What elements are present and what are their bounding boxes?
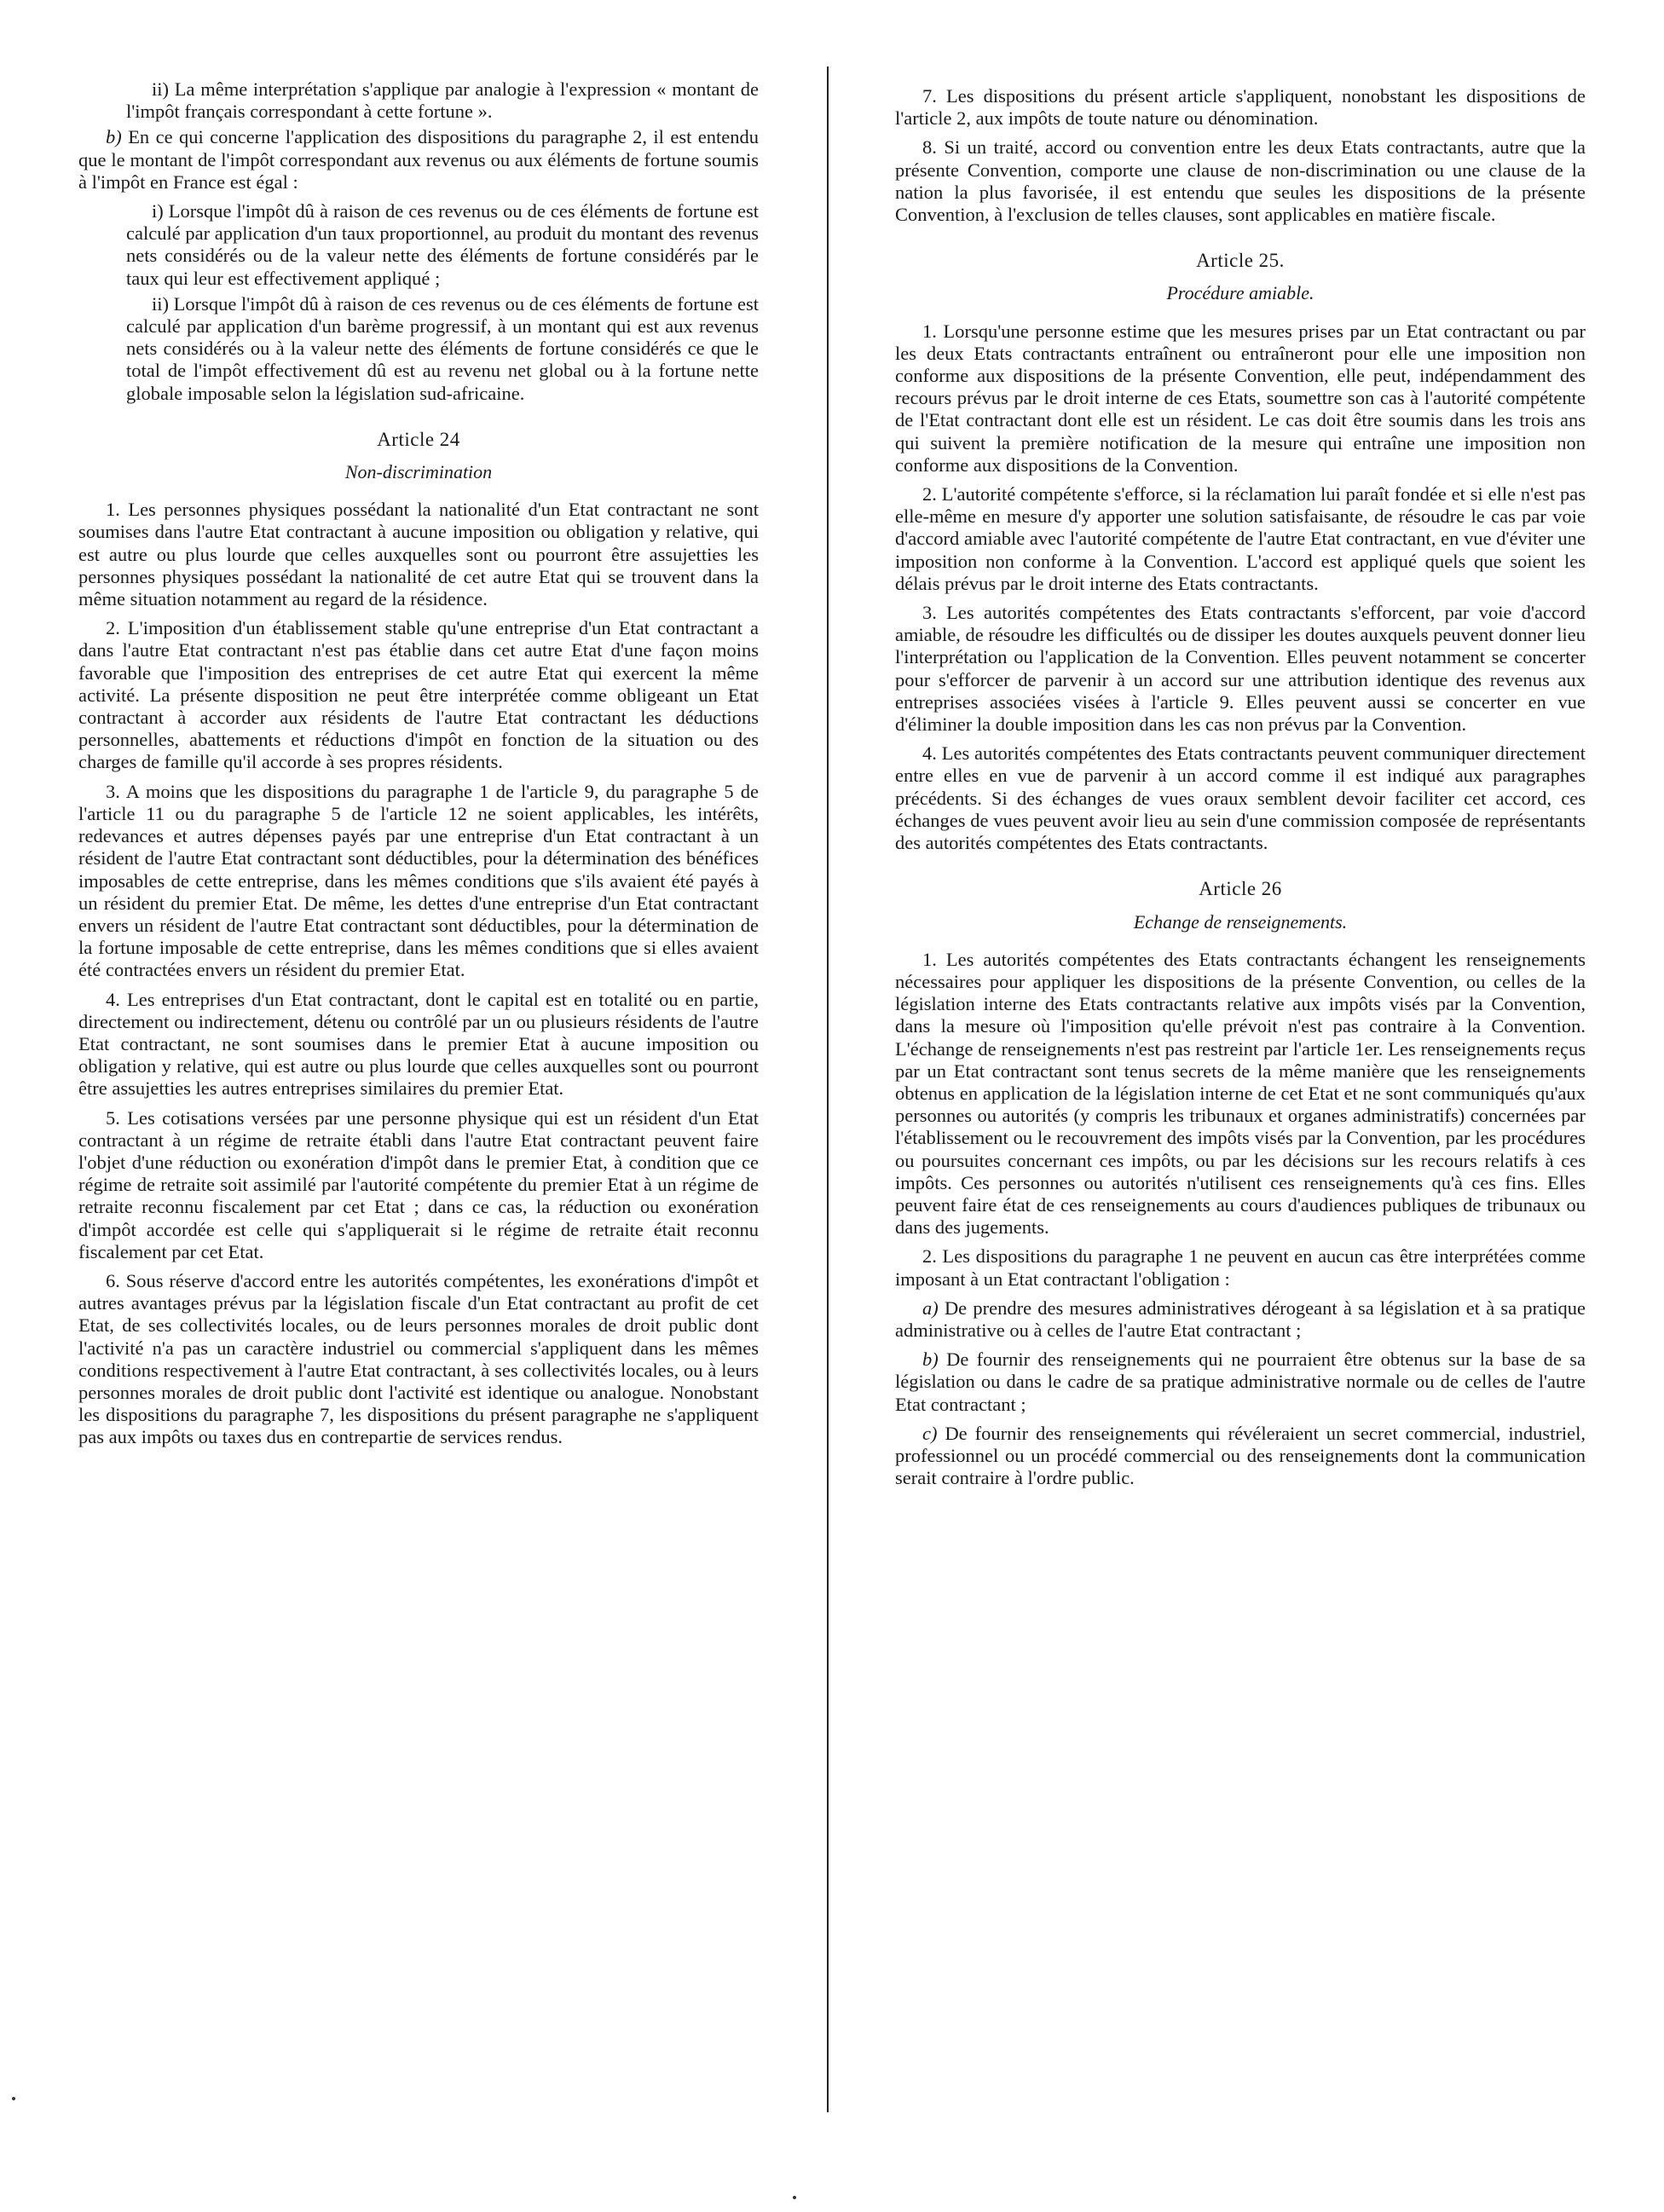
article-25-paragraph: 2. L'autorité compétente s'efforce, si la réclamation lui paraît fondée et si elle n'est pas elle-même en mesure d'y apporter une solution satisfaisante, de résoudre le cas par voie d'accord amiable avec l'autorité compétente de l'autre Etat contractant, en vue d'éviter une imposition non conforme à la Convention. L'accord est appliqué quels que soient les délais prévus par le droit interne des Etats contractants. bbox=[895, 483, 1586, 594]
article-24-paragraph: 7. Les dispositions du présent article s'appliquent, nonobstant les dispositions de l'article 2, aux impôts de toute nature ou dénomination. bbox=[895, 85, 1586, 130]
article-24-heading: Article 24 bbox=[377, 428, 460, 450]
intro-paragraph: ii) Lorsque l'impôt dû à raison de ces revenus ou de ces éléments de fortune est calculé par application d'un barème progressif, à un montant qui est aux revenus nets considérés ou à la valeur nette des éléments de fortune considérés ce que le total de l'impôt effectivement dû est au revenu net global ou à la fortune nette globale imposable selon la législation sud-africaine. bbox=[126, 292, 759, 404]
intro-paragraph: b) En ce qui concerne l'application des dispositions du paragraphe 2, il est entendu que le montant de l'impôt correspondant aux revenus ou aux éléments de fortune soumis à l'impôt en France est égal : bbox=[78, 126, 759, 193]
article-24-subtitle: Non-discrimination bbox=[344, 461, 493, 483]
article-26-subtitle: Echange de renseignements. bbox=[1133, 910, 1348, 933]
article-24-paragraph: 8. Si un traité, accord ou convention entre les deux Etats contractants, autre que la présente Convention, comporte une clause de non-discrimination ou une clause de la nation la plus favorisée, il est entendu que seules les dispositions de la présente Convention, à l'exclusion de telles clauses, sont applicables en matière fiscale. bbox=[895, 136, 1586, 226]
article-24-paragraph: 3. A moins que les dispositions du paragraphe 1 de l'article 9, du paragraphe 5 de l'article 11 ou du paragraphe 5 de l'article 12 ne soient applicables, les intérêts, redevances et autres dépenses payés par une entreprise d'un Etat contractant à un résident de l'autre Etat contractant sont déductibles, pour la détermination des bénéfices imposables de cette entreprise, dans les mêmes conditions que s'ils avaient été payés à un résident du premier Etat. De même, les dettes d'une entreprise d'un Etat contractant envers un résident de l'autre Etat contractant sont déductibles, pour la détermination de la fortune imposable de cette entreprise, dans les mêmes conditions que si elles avaient été contractées envers un résident du premier Etat. bbox=[78, 780, 759, 981]
intro-paragraph: i) Lorsque l'impôt dû à raison de ces revenus ou de ces éléments de fortune est calculé par application d'un taux proportionnel, au produit du montant des revenus nets considérés ou de la valeur nette des éléments de fortune considérés par le taux qui leur est effectivement appliqué ; bbox=[126, 200, 759, 289]
article-24-paragraph: 2. L'imposition d'un établissement stable qu'une entreprise d'un Etat contractant a dans l'autre Etat contractant n'est pas établie dans cet autre Etat d'une façon moins favorable que l'imposition des entreprises de cet autre Etat qui exercent la même activité. La présente disposition ne peut être interprétée comme obligeant un Etat contractant à accorder aux résidents de l'autre Etat contractant les déductions personnelles, abattements et réductions d'impôt en fonction de la situation ou des charges de famille qu'il accorde à ses propres résidents. bbox=[78, 617, 759, 773]
article-25-heading: Article 25. bbox=[1196, 250, 1285, 272]
article-26-paragraph: a) De prendre des mesures administratives dérogeant à sa législation et à sa pratique administrative ou à celles de l'autre Etat contractant ; bbox=[895, 1297, 1586, 1341]
article-24-paragraph: 6. Sous réserve d'accord entre les autorités compétentes, les exonérations d'impôt et autres avantages prévus par la législation fiscale d'un Etat contractant au profit de cet Etat, de ses collectivités locales, ou de leurs personnes morales de droit public dont l'activité n'a pas un caractère industriel ou commercial s'appliquent dans les mêmes conditions respectivement à l'autre Etat contractant, à ses collectivités locales, ou à leurs personnes morales de droit public dont l'activité est identique ou analogue. Nonobstant les dispositions du paragraphe 7, les dispositions du présent paragraphe ne s'appliquent pas aux impôts ou taxes dus en contrepartie de services rendus. bbox=[78, 1269, 759, 1448]
article-26-paragraph: 1. Les autorités compétentes des Etats contractants échangent les renseignements nécessaires pour appliquer les dispositions de la présente Convention, ou celles de la législation interne des Etats contractants relative aux impôts visés par la Convention, dans la mesure où l'imposition qu'elle prévoit n'est pas contraire à la Convention. L'échange de renseignements n'est pas restreint par l'article 1er. Les renseignements reçus par un Etat contractant sont tenus secrets de la même manière que les renseignements obtenus en application de la législation interne de cet Etat et ne sont communiqués qu'aux personnes ou autorités (y compris les tribunaux et organes administratifs) concernées par l'établissement ou le recouvrement des impôts visés par la Convention, par les procédures ou poursuites concernant ces impôts, ou par les décisions sur les recours relatifs à ces impôts. Ces personnes ou autorités n'utilisent ces renseignements qu'à ces fins. Elles peuvent faire état de ces renseignements au cours d'audiences publiques de tribunaux ou dans des jugements. bbox=[895, 948, 1586, 1239]
article-26-paragraph: b) De fournir des renseignements qui ne pourraient être obtenus sur la base de sa législation ou dans le cadre de sa pratique administrative normale ou de celles de l'autre Etat contractant ; bbox=[895, 1349, 1586, 1415]
scan-speck bbox=[12, 2097, 15, 2100]
article-26-paragraph: 2. Les dispositions du paragraphe 1 ne peuvent en aucun cas être interprétées comme imposant à un Etat contractant l'obligation : bbox=[895, 1245, 1586, 1290]
article-26-paragraph: c) De fournir des renseignements qui révéleraient un secret commercial, industriel, professionnel ou un procédé commercial ou des renseignements dont la communication serait contraire à l'ordre public. bbox=[895, 1422, 1586, 1489]
scan-speck bbox=[793, 2196, 796, 2199]
article-25-subtitle: Procédure amiable. bbox=[1166, 282, 1314, 304]
article-24-paragraph: 4. Les entreprises d'un Etat contractant, dont le capital est en totalité ou en partie, directement ou indirectement, détenu ou contrôlé par un ou plusieurs résidents de l'autre Etat contractant, ne sont soumises dans le premier Etat à aucune imposition ou obligation y relative, qui est autre ou plus lourde que celles auxquelles sont ou pourront être assujetties les autres entreprises similaires du premier Etat. bbox=[78, 988, 759, 1100]
article-25-paragraph: 3. Les autorités compétentes des Etats contractants s'efforcent, par voie d'accord amiable, de résoudre les difficultés ou de dissiper les doutes auxquels peuvent donner lieu l'interprétation ou l'application de la Convention. Elles peuvent notamment se concerter pour s'efforcer de parvenir à un accord sur une attribution identique des revenus aux entreprises associées visées à l'article 9. Elles peuvent aussi se concerter en vue d'éliminer la double imposition dans les cas non prévus par la Convention. bbox=[895, 602, 1586, 736]
article-25-paragraph: 4. Les autorités compétentes des Etats contractants peuvent communiquer directement entre elles en vue de parvenir à un accord comme il est indiqué aux paragraphes précédents. Si des échanges de vues oraux semblent devoir faciliter cet accord, ces échanges de vues peuvent avoir lieu au sein d'une commission composée de représentants des autorités compétentes des Etats contractants. bbox=[895, 742, 1586, 854]
column-divider bbox=[827, 66, 829, 2112]
right-column bbox=[895, 85, 1586, 1496]
article-25-paragraph: 1. Lorsqu'une personne estime que les mesures prises par un Etat contractant ou par les deux Etats contractants entraînent ou entraîneront pour elle une imposition non conforme aux dispositions de la présente Convention, elle peut, indépendamment des recours prévus par le droit interne de ces Etats, soumettre son cas à l'autorité compétente de l'Etat contractant dont elle est un résident. Le cas doit être soumis dans les trois ans qui suivent la première notification de la mesure qui entraîne une imposition non conforme aux dispositions de la Convention. bbox=[895, 320, 1586, 476]
article-24-paragraph: 1. Les personnes physiques possédant la nationalité d'un Etat contractant ne sont soumises dans l'autre Etat contractant à aucune imposition ou obligation y relative, qui est autre ou plus lourde que celles auxquelles sont ou pourront être assujetties les personnes physiques possédant la nationalité de cet autre Etat qui se trouvent dans la même situation notamment au regard de la résidence. bbox=[78, 499, 759, 610]
article-24-paragraph: 5. Les cotisations versées par une personne physique qui est un résident d'un Etat contractant à un régime de retraite établi dans l'autre Etat contractant peuvent faire l'objet d'une réduction ou exonération d'impôt dans le premier Etat, à condition que ce régime de retraite soit assimilé par l'autorité compétente du premier Etat à un régime de retraite reconnu fiscalement par cet Etat ; dans ce cas, la réduction ou exonération d'impôt accordée est celle qui s'appliquerait si le régime de retraite était reconnu fiscalement par cet Etat. bbox=[78, 1106, 759, 1262]
left-column bbox=[78, 78, 759, 1456]
article-26-heading: Article 26 bbox=[1199, 878, 1282, 900]
intro-paragraph: ii) La même interprétation s'applique par analogie à l'expression « montant de l'impôt français correspondant à cette fortune ». bbox=[126, 78, 759, 123]
